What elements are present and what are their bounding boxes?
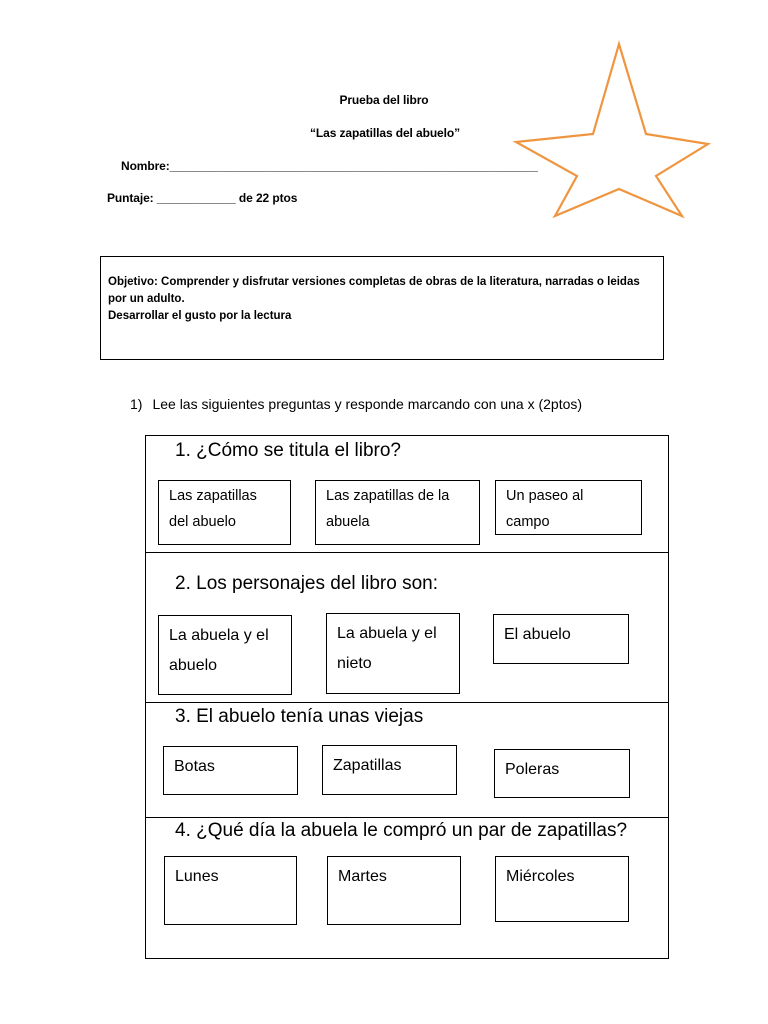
q2-option-1[interactable]: [158, 615, 292, 695]
name-label: Nombre:: [121, 159, 170, 173]
option-text: Un paseo al: [506, 488, 584, 504]
row-divider: [146, 552, 668, 553]
score-total: 22 ptos: [255, 191, 298, 205]
name-field[interactable]: [121, 159, 538, 173]
score-label: Puntaje:: [107, 191, 154, 205]
star-shape: [516, 44, 708, 216]
question-3: 3. El abuelo tenía unas viejas: [175, 706, 424, 727]
objective-line-1: Objetivo: Comprender y disfrutar versiones completas de obras de la literatura, narradas o leidas: [108, 276, 640, 288]
q3-option-2[interactable]: [322, 745, 457, 795]
option-text: Las zapatillas de la: [326, 488, 450, 504]
q3-option-3[interactable]: [494, 749, 630, 798]
instruction: [130, 396, 582, 412]
instruction-number: 1): [130, 396, 143, 412]
q2-option-3[interactable]: [493, 614, 629, 664]
instruction-text: Lee las siguientes preguntas y responde marcando con una x (2ptos): [152, 396, 583, 412]
q1-option-2[interactable]: [315, 480, 480, 545]
objective-box: [100, 256, 664, 360]
score-field[interactable]: [107, 191, 297, 205]
q1-option-3[interactable]: [495, 480, 642, 535]
book-title: “Las zapatillas del abuelo”: [309, 126, 460, 140]
question-2: 2. Los personajes del libro son:: [175, 573, 438, 594]
q4-option-2[interactable]: [327, 856, 461, 925]
score-de: de: [238, 191, 253, 205]
option-text: Lunes: [175, 868, 219, 885]
questions-table: [145, 435, 669, 959]
option-text: El abuelo: [504, 626, 571, 643]
question-4: 4. ¿Qué día la abuela le compró un par de zapatillas?: [175, 820, 628, 841]
option-text: La abuela y el: [169, 627, 269, 644]
option-text: abuela: [326, 514, 370, 530]
option-text: Zapatillas: [333, 757, 402, 774]
star-icon: [510, 38, 720, 223]
question-1: 1. ¿Cómo se titula el libro?: [175, 440, 401, 461]
q4-option-1[interactable]: [164, 856, 297, 925]
score-line: ____________: [156, 191, 236, 205]
option-text: La abuela y el: [337, 625, 437, 642]
test-title: Prueba del libro: [339, 93, 429, 107]
row-divider: [146, 702, 668, 703]
q2-option-2[interactable]: [326, 613, 460, 694]
option-text: Miércoles: [506, 868, 575, 885]
q4-option-3[interactable]: [495, 856, 629, 922]
name-line: ________________________________________________________: [169, 159, 538, 173]
option-text: Martes: [338, 868, 387, 885]
option-text: Botas: [174, 758, 215, 775]
objective-line-2: por un adulto.: [108, 293, 185, 305]
option-text: Las zapatillas: [169, 488, 257, 504]
option-text: campo: [506, 514, 550, 530]
option-text: abuelo: [169, 657, 218, 674]
q3-option-1[interactable]: [163, 746, 298, 795]
q1-option-1[interactable]: [158, 480, 291, 545]
option-text: Poleras: [505, 761, 560, 778]
option-text: nieto: [337, 655, 372, 672]
option-text: del abuelo: [169, 514, 236, 530]
objective-line-3: Desarrollar el gusto por la lectura: [108, 310, 292, 322]
row-divider: [146, 817, 668, 818]
